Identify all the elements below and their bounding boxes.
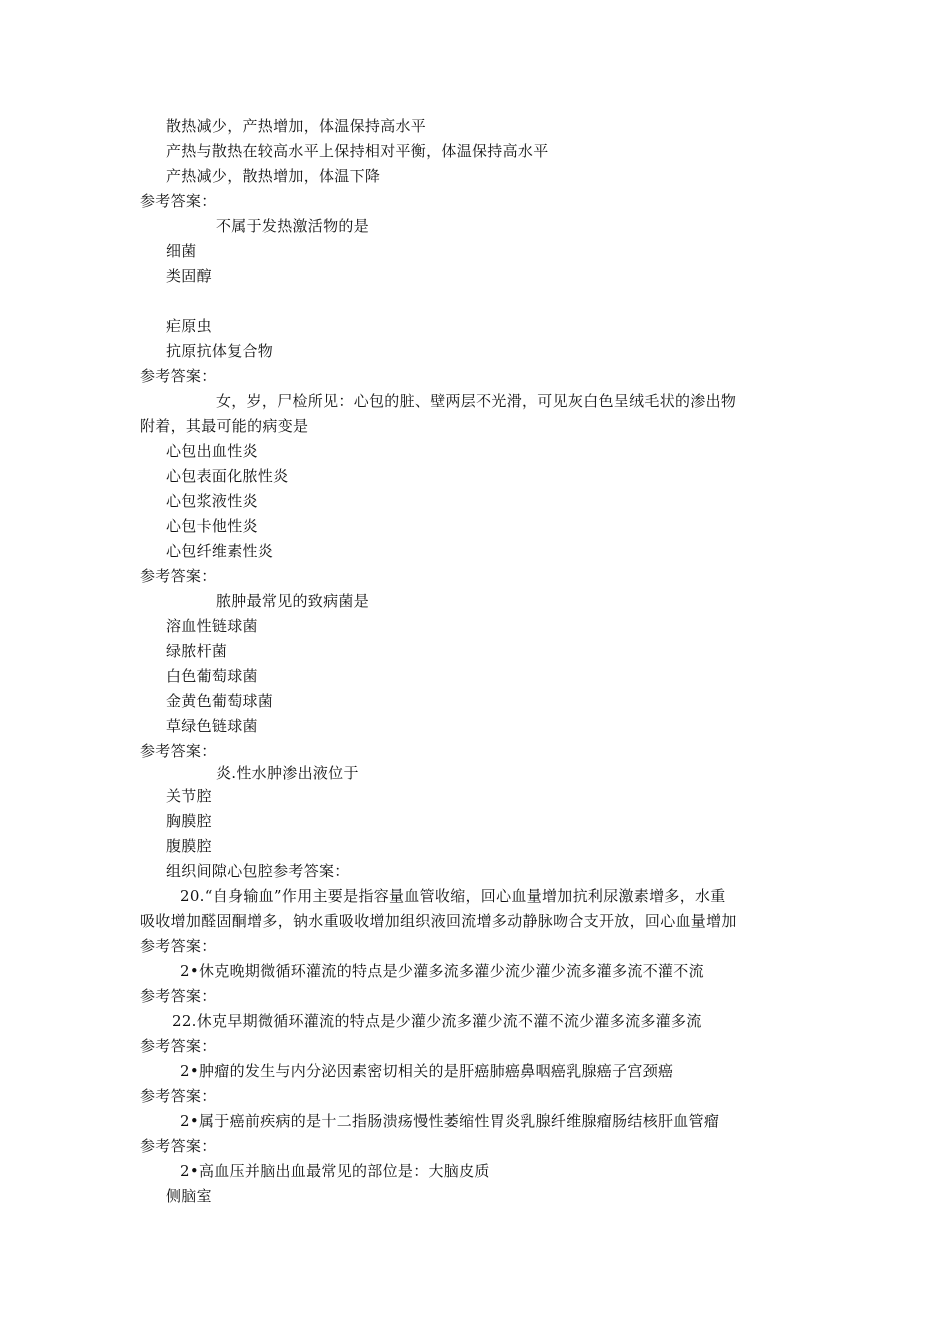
- reference-answer-label: 参考答案：: [140, 1137, 217, 1155]
- option-text: 心包出血性炎: [166, 442, 258, 460]
- option-text: 金黄色葡萄球菌: [166, 692, 274, 710]
- question-text: 2•休克晚期微循环灌流的特点是少灌多流多灌少流少灌少流多灌多流不灌不流: [180, 962, 704, 980]
- question-text: 脓肿最常见的致病菌是: [216, 592, 370, 610]
- option-text: 草绿色链球菌: [166, 717, 258, 735]
- reference-answer-label: 参考答案：: [140, 192, 217, 210]
- option-text: 心包纤维素性炎: [166, 542, 274, 560]
- reference-answer-label: 参考答案：: [140, 987, 217, 1005]
- option-text: 细菌: [166, 242, 197, 260]
- option-text: 心包表面化脓性炎: [166, 467, 289, 485]
- reference-answer-label: 参考答案：: [140, 742, 217, 760]
- reference-answer-label: 参考答案：: [140, 567, 217, 585]
- option-text: 胸膜腔: [166, 812, 212, 830]
- question-text-continued: 吸收增加醛固酮增多，钠水重吸收增加组织液回流增多动静脉吻合支开放，回心血量增加: [140, 912, 737, 930]
- question-text: 不属于发热激活物的是: [216, 217, 370, 235]
- question-text: 20.“自身输血”作用主要是指容量血管收缩，回心血量增加抗利尿激素增多，水重: [180, 887, 726, 905]
- option-text: 类固醇: [166, 267, 212, 285]
- question-text: 2•肿瘤的发生与内分泌因素密切相关的是肝癌肺癌鼻咽癌乳腺癌子宫颈癌: [180, 1062, 674, 1080]
- option-text: 产热与散热在较高水平上保持相对平衡，体温保持高水平: [166, 142, 549, 160]
- option-text: 组织间隙心包腔参考答案：: [166, 862, 350, 880]
- option-text: 关节腔: [166, 787, 212, 805]
- option-text: 疟原虫: [166, 317, 212, 335]
- option-text: 腹膜腔: [166, 837, 212, 855]
- option-text: 心包浆液性炎: [166, 492, 258, 510]
- option-text: 白色葡萄球菌: [166, 667, 258, 685]
- option-text: 产热减少，散热增加，体温下降: [166, 167, 381, 185]
- question-text: 女，岁，尸检所见：心包的脏、壁两层不光滑，可见灰白色呈绒毛状的渗出物: [216, 392, 737, 410]
- question-text-continued: 附着，其最可能的病变是: [140, 417, 309, 435]
- option-text: 溶血性链球菌: [166, 617, 258, 635]
- question-text: 炎.性水肿渗出液位于: [216, 764, 359, 782]
- reference-answer-label: 参考答案：: [140, 1037, 217, 1055]
- option-text: 侧脑室: [166, 1187, 212, 1205]
- option-text: 抗原抗体复合物: [166, 342, 274, 360]
- option-text: 绿脓杆菌: [166, 642, 228, 660]
- reference-answer-label: 参考答案：: [140, 367, 217, 385]
- reference-answer-label: 参考答案：: [140, 937, 217, 955]
- option-text: 散热减少，产热增加，体温保持高水平: [166, 117, 427, 135]
- option-text: 心包卡他性炎: [166, 517, 258, 535]
- question-text: 2•属于癌前疾病的是十二指肠溃疡慢性萎缩性胃炎乳腺纤维腺瘤肠结核肝血管瘤: [180, 1112, 720, 1130]
- question-text: 22.休克早期微循环灌流的特点是少灌少流多灌少流不灌不流少灌多流多灌多流: [172, 1012, 702, 1030]
- question-text: 2•高血压并脑出血最常见的部位是：大脑皮质: [180, 1162, 490, 1180]
- reference-answer-label: 参考答案：: [140, 1087, 217, 1105]
